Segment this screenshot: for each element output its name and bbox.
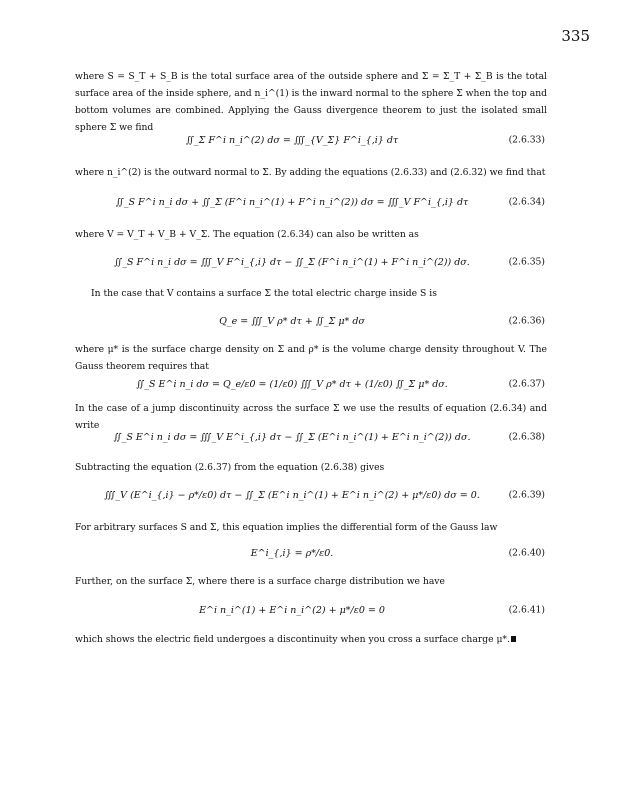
equation-2-6-36-body: Q_e = ∭_V ρ* dτ + ∬_Σ μ* dσ bbox=[219, 315, 365, 327]
paragraph-2-text: where n_i^(2) is the outward normal to Σ. By adding the equations (2.6.33) and (2.6.32) we find that bbox=[75, 167, 546, 178]
paragraph-8-text: For arbitrary surfaces S and Σ, this equation implies the differential form of the Gauss law bbox=[75, 522, 498, 533]
equation-2-6-34 bbox=[75, 187, 545, 217]
equation-2-6-40-number: (2.6.40) bbox=[508, 547, 545, 559]
equation-2-6-41-number: (2.6.41) bbox=[508, 604, 545, 616]
paragraph-3 bbox=[75, 226, 547, 243]
equation-2-6-38-body: ∬_S E^i n_i dσ = ∭_V E^i_{,i} dτ − ∬_Σ (E^i n_i^(1) + E^i n_i^(2)) dσ. bbox=[113, 431, 471, 443]
paragraph-10 bbox=[75, 631, 547, 648]
paragraph-9 bbox=[75, 573, 547, 590]
paragraph-7-text: Subtracting the equation (2.6.37) from the equation (2.6.38) gives bbox=[75, 462, 385, 473]
equation-2-6-37 bbox=[75, 369, 545, 399]
equation-2-6-38 bbox=[75, 422, 545, 452]
equation-2-6-39-number: (2.6.39) bbox=[508, 489, 545, 501]
paragraph-2 bbox=[75, 164, 547, 181]
end-of-proof-square bbox=[511, 636, 516, 642]
paragraph-10-text: which shows the electric field undergoes a discontinuity when you cross a surface charge μ*. bbox=[75, 634, 510, 645]
paragraph-5-text: where μ* is the surface charge density on Σ and ρ* is the volume charge density throughout V. The Gauss theorem requires that bbox=[75, 344, 547, 372]
equation-2-6-40-body: E^i_{,i} = ρ*/ε0. bbox=[250, 547, 334, 559]
equation-2-6-35-body: ∬_S F^i n_i dσ = ∭_V F^i_{,i} dτ − ∬_Σ (F^i n_i^(1) + F^i n_i^(2)) dσ. bbox=[114, 256, 470, 268]
equation-2-6-37-body: ∬_S E^i n_i dσ = Q_e/ε0 = (1/ε0) ∭_V ρ* dτ + (1/ε0) ∬_Σ μ* dσ. bbox=[136, 378, 448, 390]
paragraph-6-text: In the case of a jump discontinuity across the surface Σ we use the results of equation (2.6.34) and write bbox=[75, 403, 547, 431]
equation-2-6-34-body: ∬_S F^i n_i dσ + ∬_Σ (F^i n_i^(1) + F^i n_i^(2)) dσ = ∭_V F^i_{,i} dτ bbox=[115, 196, 469, 208]
equation-2-6-39-body: ∭_V (E^i_{,i} − ρ*/ε0) dτ − ∬_Σ (E^i n_i^(1) + E^i n_i^(2) + μ*/ε0) dσ = 0. bbox=[104, 489, 480, 501]
equation-2-6-36 bbox=[75, 306, 545, 336]
paragraph-4-text: In the case that V contains a surface Σ the total electric charge inside S is bbox=[91, 288, 437, 299]
equation-2-6-35 bbox=[75, 247, 545, 277]
equation-2-6-36-number: (2.6.36) bbox=[508, 315, 545, 327]
paragraph-1-text: where S = S_T + S_B is the total surface area of the outside sphere and Σ = Σ_T + Σ_B is the total surface area of the inside sphere, and n_i^(1) is the inward normal to the sphere Σ when the top and bottom volumes are combined. Applying the Gauss divergence theorem to just the isolated small sphere Σ we find bbox=[75, 71, 547, 133]
equation-2-6-40 bbox=[75, 538, 545, 568]
equation-2-6-33-body: ∬_Σ F^i n_i^(2) dσ = ∭_{V_Σ} F^i_{,i} dτ bbox=[185, 134, 399, 146]
paragraph-9-text: Further, on the surface Σ, where there is a surface charge distribution we have bbox=[75, 576, 445, 587]
equation-2-6-33-number: (2.6.33) bbox=[508, 134, 545, 146]
equation-2-6-35-number: (2.6.35) bbox=[508, 256, 545, 268]
equation-2-6-37-number: (2.6.37) bbox=[508, 378, 545, 390]
equation-2-6-41-body: E^i n_i^(1) + E^i n_i^(2) + μ*/ε0 = 0 bbox=[199, 604, 385, 616]
equation-2-6-33 bbox=[75, 125, 545, 155]
equation-2-6-34-number: (2.6.34) bbox=[508, 196, 545, 208]
page-number: 335 bbox=[561, 27, 590, 45]
paragraph-4 bbox=[75, 285, 547, 302]
equation-2-6-39 bbox=[75, 480, 545, 510]
paragraph-3-text: where V = V_T + V_B + V_Σ. The equation (2.6.34) can also be written as bbox=[75, 229, 419, 240]
paragraph-8 bbox=[75, 519, 547, 536]
equation-2-6-38-number: (2.6.38) bbox=[508, 431, 545, 443]
paragraph-7 bbox=[75, 459, 547, 476]
equation-2-6-41 bbox=[75, 595, 545, 625]
